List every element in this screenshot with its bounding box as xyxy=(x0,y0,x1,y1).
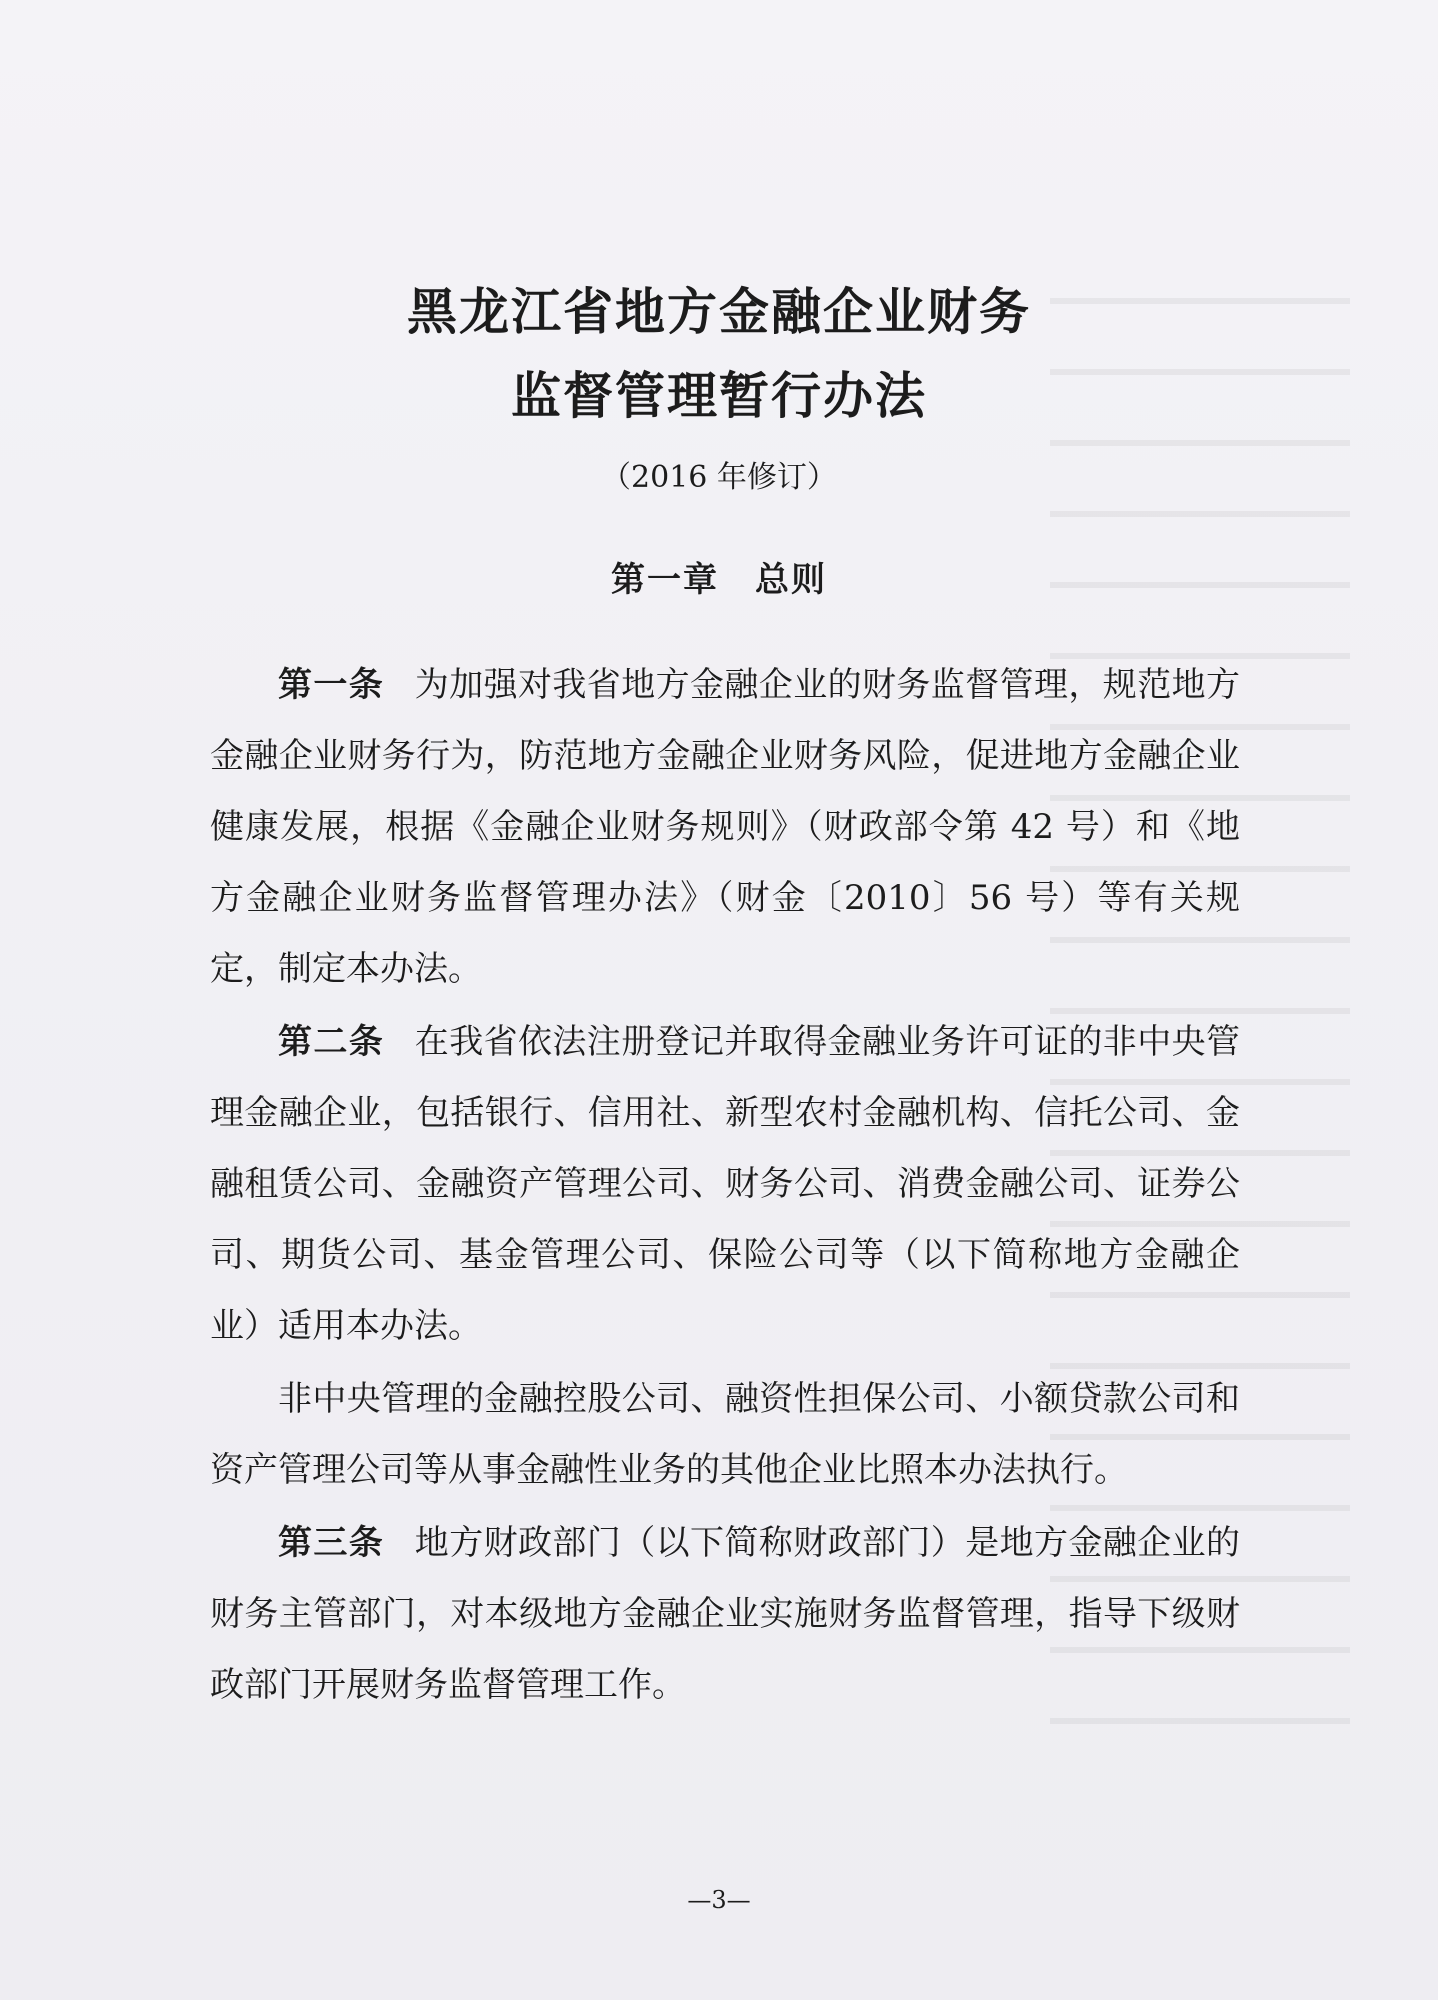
chapter-heading: 第一章 总则 xyxy=(611,560,827,600)
document-body xyxy=(210,650,1240,1723)
document-title-line2: 监督管理暂行办法 xyxy=(511,366,927,425)
article-2-paragraph xyxy=(210,1007,1240,1362)
document-subtitle: （2016 年修订） xyxy=(601,460,837,495)
article-label: 第二条 xyxy=(278,1022,385,1062)
article-2-continuation-paragraph xyxy=(210,1364,1240,1506)
article-label: 第三条 xyxy=(278,1523,385,1563)
article-1-paragraph xyxy=(210,650,1240,1005)
document-title-line1: 黑龙江省地方金融企业财务 xyxy=(407,282,1031,341)
article-label: 第一条 xyxy=(278,665,385,705)
article-text: 地方财政部门（以下简称财政部门）是地方金融企业的财务主管部门，对本级地方金融企业实施财务监督管理，指导下级财政部门开展财务监督管理工作。 xyxy=(210,1523,1241,1705)
article-text: 非中央管理的金融控股公司、融资性担保公司、小额贷款公司和资产管理公司等从事金融性业务的其他企业比照本办法执行。 xyxy=(210,1379,1240,1490)
article-text: 在我省依法注册登记并取得金融业务许可证的非中央管理金融企业，包括银行、信用社、新型农村金融机构、信托公司、金融租赁公司、金融资产管理公司、财务公司、消费金融公司、证券公司、期货公司、基金管理公司、保险公司等（以下简称地方金融企业）适用本办法。 xyxy=(210,1022,1241,1346)
page-number: —3— xyxy=(687,1886,751,1914)
article-3-paragraph xyxy=(210,1508,1240,1721)
article-text: 为加强对我省地方金融企业的财务监督管理，规范地方金融企业财务行为，防范地方金融企业财务风险，促进地方金融企业健康发展，根据《金融企业财务规则》（财政部令第 42 号）和《地方金融企业财务监督管理办法》（财金〔2010〕56 号）等有关规定，制定本办法。 xyxy=(210,665,1241,989)
